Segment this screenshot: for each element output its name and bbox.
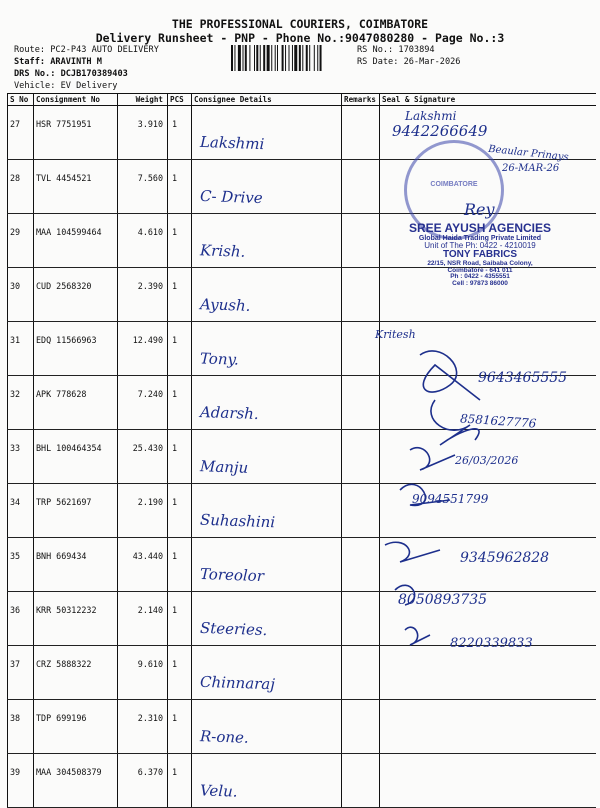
signature-28-date: 26-MAR-26 [502, 163, 560, 174]
company-stamp [380, 222, 580, 288]
signature-39-phone: 8220339833 [450, 636, 533, 651]
row-consignee [192, 538, 342, 592]
route-label: Route: PC2-P43 AUTO DELIVERY [14, 45, 159, 55]
barcode-bar [317, 45, 318, 71]
row-remarks [342, 754, 380, 808]
consignee-handwritten-name: Krish. [199, 241, 246, 261]
barcode-bar [256, 45, 258, 71]
col-sno: S No [8, 94, 34, 106]
barcode-bar [292, 45, 293, 71]
stamp-line-1: SREE AYUSH AGENCIES [408, 221, 552, 235]
barcode-bar [263, 45, 265, 71]
row-consignee [192, 106, 342, 160]
row-sno: 30 [8, 268, 34, 322]
barcode-bar [260, 45, 261, 71]
row-pcs: 1 [168, 106, 192, 160]
barcode-bar [299, 45, 301, 71]
consignee-handwritten-name: C- Drive [199, 186, 263, 208]
row-sno: 37 [8, 646, 34, 700]
row-sno: 29 [8, 214, 34, 268]
consignee-handwritten-name: Lakshmi [199, 132, 265, 154]
signature-27-phone: 9442266649 [392, 122, 488, 140]
row-remarks [342, 484, 380, 538]
row-weight: 7.240 [118, 376, 168, 430]
consignee-handwritten-name: Manju [199, 457, 249, 477]
row-weight: 4.610 [118, 214, 168, 268]
table-row [8, 754, 596, 808]
row-signature [380, 754, 596, 808]
barcode-bar [277, 45, 278, 71]
consignee-handwritten-name: Tony. [199, 349, 240, 369]
barcode-bar [306, 45, 308, 71]
stamp-line-6: Coimbatore - 641 011 [447, 266, 513, 274]
col-pcs: PCS [168, 94, 192, 106]
row-consignment-no: MAA 104599464 [34, 214, 118, 268]
row-consignment-no: BNH 669434 [34, 538, 118, 592]
row-sno: 36 [8, 592, 34, 646]
row-pcs: 1 [168, 646, 192, 700]
barcode-bar [275, 45, 276, 71]
signature-34-phone: 8581627776 [459, 411, 537, 431]
barcode-bar [238, 45, 241, 71]
row-remarks [342, 160, 380, 214]
page-title: THE PROFESSIONAL COURIERS, COIMBATORE [171, 17, 429, 31]
col-signature: Seal & Signature [380, 94, 596, 106]
row-consignment-no: TDP 699196 [34, 700, 118, 754]
row-pcs: 1 [168, 484, 192, 538]
row-remarks [342, 700, 380, 754]
row-remarks [342, 322, 380, 376]
vehicle-label: Vehicle: EV Delivery [14, 81, 118, 91]
row-weight: 43.440 [118, 538, 168, 592]
barcode-bar [285, 45, 286, 71]
consignee-handwritten-name: Chinnaraj [199, 672, 276, 694]
drs-number: DRS No.: DCJB170389403 [14, 69, 128, 79]
row-weight: 3.910 [118, 106, 168, 160]
rs-date: RS Date: 26-Mar-2026 [357, 57, 461, 67]
row-consignment-no: EDQ 11566963 [34, 322, 118, 376]
barcode-bar [282, 45, 284, 71]
row-pcs: 1 [168, 592, 192, 646]
consignee-handwritten-name: Adarsh. [199, 402, 259, 424]
row-remarks [342, 106, 380, 160]
signature-33-phone: 9643465555 [478, 370, 568, 386]
consignee-handwritten-name: R-one. [199, 727, 250, 747]
signature-36-phone: 9094551799 [412, 492, 489, 506]
signature-38-phone: 8050893735 [398, 592, 488, 608]
row-consignee [192, 268, 342, 322]
row-consignee [192, 592, 342, 646]
row-sno: 39 [8, 754, 34, 808]
row-sno: 27 [8, 106, 34, 160]
table-header-row [8, 94, 596, 106]
row-remarks [342, 268, 380, 322]
row-consignee [192, 160, 342, 214]
stamp-line-4: TONY FABRICS [442, 249, 518, 261]
row-sno: 35 [8, 538, 34, 592]
table-row [8, 700, 596, 754]
row-consignee [192, 430, 342, 484]
row-sno: 38 [8, 700, 34, 754]
row-pcs: 1 [168, 322, 192, 376]
barcode-bar [294, 45, 297, 71]
row-weight: 12.490 [118, 322, 168, 376]
row-consignment-no: TVL 4454521 [34, 160, 118, 214]
consignee-handwritten-name: Steeries. [199, 618, 268, 640]
barcode-bar [243, 45, 244, 71]
row-sno: 34 [8, 484, 34, 538]
consignee-handwritten-name: Velu. [199, 781, 238, 801]
row-consignment-no: KRR 50312232 [34, 592, 118, 646]
page-subtitle: Delivery Runsheet - PNP - Phone No.:9047080280 - Page No.:3 [95, 31, 505, 45]
row-consignee [192, 322, 342, 376]
row-weight: 2.140 [118, 592, 168, 646]
row-consignment-no: HSR 7751951 [34, 106, 118, 160]
row-pcs: 1 [168, 376, 192, 430]
row-weight: 7.560 [118, 160, 168, 214]
row-weight: 9.610 [118, 646, 168, 700]
row-weight: 6.370 [118, 754, 168, 808]
row-consignee [192, 646, 342, 700]
stamp-line-2: Global Haida Trading Private Limited [418, 234, 542, 242]
row-pcs: 1 [168, 700, 192, 754]
consignee-handwritten-name: Ayush. [199, 295, 251, 315]
row-consignment-no: MAA 304508379 [34, 754, 118, 808]
barcode-bar [271, 45, 272, 71]
row-consignee [192, 484, 342, 538]
row-signature [380, 700, 596, 754]
row-consignee [192, 214, 342, 268]
row-remarks [342, 430, 380, 484]
row-sno: 32 [8, 376, 34, 430]
barcode [231, 45, 352, 71]
signature-37-phone: 9345962828 [460, 550, 550, 566]
row-weight: 2.310 [118, 700, 168, 754]
signature-32: Kritesh [375, 328, 416, 341]
row-sno: 33 [8, 430, 34, 484]
signature-29: Rey [464, 200, 495, 219]
row-remarks [342, 646, 380, 700]
signature-28-text: Beaular Prinays [487, 143, 570, 164]
barcode-bar [289, 45, 290, 71]
signature-scribbles [380, 330, 580, 660]
row-consignment-no: APK 778628 [34, 376, 118, 430]
col-consignee: Consignee Details [192, 94, 342, 106]
barcode-bar [249, 45, 250, 71]
barcode-bar [231, 45, 233, 71]
col-weight: Weight [118, 94, 168, 106]
row-remarks [342, 214, 380, 268]
stamp-line-5: 22/15, NSR Road, Saibaba Colony, [427, 259, 533, 267]
barcode-bar [267, 45, 270, 71]
staff-label: Staff: ARAVINTH M [14, 57, 102, 67]
col-consignment: Consignment No [34, 94, 118, 106]
stamp-line-8: Cell : 97873 86000 [452, 280, 508, 288]
barcode-bar [314, 45, 315, 71]
row-consignment-no: CUD 2568320 [34, 268, 118, 322]
row-pcs: 1 [168, 160, 192, 214]
row-sno: 31 [8, 322, 34, 376]
row-remarks [342, 376, 380, 430]
row-consignment-no: TRP 5621697 [34, 484, 118, 538]
col-remarks: Remarks [342, 94, 380, 106]
barcode-bar [302, 45, 303, 71]
row-consignment-no: BHL 100464354 [34, 430, 118, 484]
barcode-bar [234, 45, 235, 71]
row-weight: 25.430 [118, 430, 168, 484]
barcode-bar [245, 45, 247, 71]
consignee-handwritten-name: Toreolor [199, 564, 265, 586]
row-consignee [192, 376, 342, 430]
row-remarks [342, 538, 380, 592]
row-remarks [342, 592, 380, 646]
stamp-line-3: Unit of The Ph: 0422 - 4210019 [424, 240, 536, 250]
signature-27-name: Lakshmi [405, 109, 457, 123]
row-consignment-no: CRZ 5888322 [34, 646, 118, 700]
row-sno: 28 [8, 160, 34, 214]
row-consignee [192, 754, 342, 808]
consignee-handwritten-name: Suhashini [199, 510, 276, 532]
rs-number: RS No.: 1703894 [357, 45, 435, 55]
row-pcs: 1 [168, 214, 192, 268]
round-seal-text: COIMBATORE [430, 181, 478, 188]
stamp-line-7: Ph : 0422 - 4355551 [450, 273, 510, 281]
signature-35-date: 26/03/2026 [455, 454, 519, 467]
row-weight: 2.190 [118, 484, 168, 538]
row-pcs: 1 [168, 538, 192, 592]
row-pcs: 1 [168, 754, 192, 808]
barcode-bar [254, 45, 255, 71]
row-pcs: 1 [168, 268, 192, 322]
row-weight: 2.390 [118, 268, 168, 322]
barcode-bar [309, 45, 310, 71]
barcode-bar [320, 45, 322, 71]
row-pcs: 1 [168, 430, 192, 484]
row-consignee [192, 700, 342, 754]
